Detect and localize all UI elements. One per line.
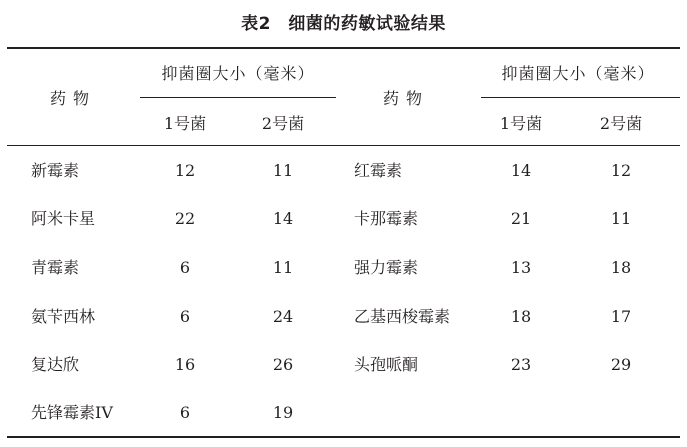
header-drug-right: 药 物 xyxy=(382,89,424,108)
left-row-v2: 14 xyxy=(272,209,294,228)
right-row-v1: 18 xyxy=(510,307,532,326)
right-row-v2: 11 xyxy=(610,209,632,228)
right-row-drug: 头孢哌酮 xyxy=(354,355,419,374)
header-zone-left: 抑菌圈大小（毫米） xyxy=(161,64,315,83)
left-row-v1: 12 xyxy=(174,161,196,180)
left-row-drug: 新霉素 xyxy=(31,161,80,180)
table-title: 表2 细菌的药敏试验结果 xyxy=(241,14,446,34)
right-row-drug: 卡那霉素 xyxy=(354,209,419,228)
right-row-v1: 23 xyxy=(510,355,532,374)
left-row-drug: 氨苄西林 xyxy=(31,307,96,326)
left-row-v2: 26 xyxy=(272,355,294,374)
right-row-v1: 13 xyxy=(510,258,532,277)
header-strain1-right: 1号菌 xyxy=(499,114,543,133)
header-strain1-left: 1号菌 xyxy=(163,114,207,133)
left-row-v2: 11 xyxy=(272,161,294,180)
left-row-v2: 11 xyxy=(272,258,294,277)
right-row-v2: 17 xyxy=(610,307,632,326)
right-row-v2: 18 xyxy=(610,258,632,277)
header-subrule-left xyxy=(140,97,336,98)
header-zone-right: 抑菌圈大小（毫米） xyxy=(501,64,655,83)
left-row-drug: 先锋霉素IV xyxy=(31,403,113,422)
left-row-v1: 6 xyxy=(179,307,191,326)
left-row-v1: 22 xyxy=(174,209,196,228)
left-row-v2: 24 xyxy=(272,307,294,326)
header-subrule-right xyxy=(481,97,680,98)
right-row-v1: 14 xyxy=(510,161,532,180)
top-rule xyxy=(7,47,680,49)
left-row-v1: 16 xyxy=(174,355,196,374)
header-bottom-rule xyxy=(7,145,680,146)
left-row-drug: 阿米卡星 xyxy=(31,209,96,228)
right-row-v2: 12 xyxy=(610,161,632,180)
left-row-drug: 复达欣 xyxy=(31,355,80,374)
left-row-v1: 6 xyxy=(179,403,191,422)
header-drug-left: 药 物 xyxy=(49,89,91,108)
right-row-v1: 21 xyxy=(510,209,532,228)
header-strain2-right: 2号菌 xyxy=(599,114,643,133)
right-row-drug: 红霉素 xyxy=(354,161,403,180)
right-row-drug: 强力霉素 xyxy=(354,258,419,277)
header-strain2-left: 2号菌 xyxy=(261,114,305,133)
right-row-v2: 29 xyxy=(610,355,632,374)
left-row-v2: 19 xyxy=(272,403,294,422)
left-row-drug: 青霉素 xyxy=(31,258,80,277)
bottom-rule xyxy=(7,436,680,438)
right-row-drug: 乙基西梭霉素 xyxy=(354,307,451,326)
left-row-v1: 6 xyxy=(179,258,191,277)
